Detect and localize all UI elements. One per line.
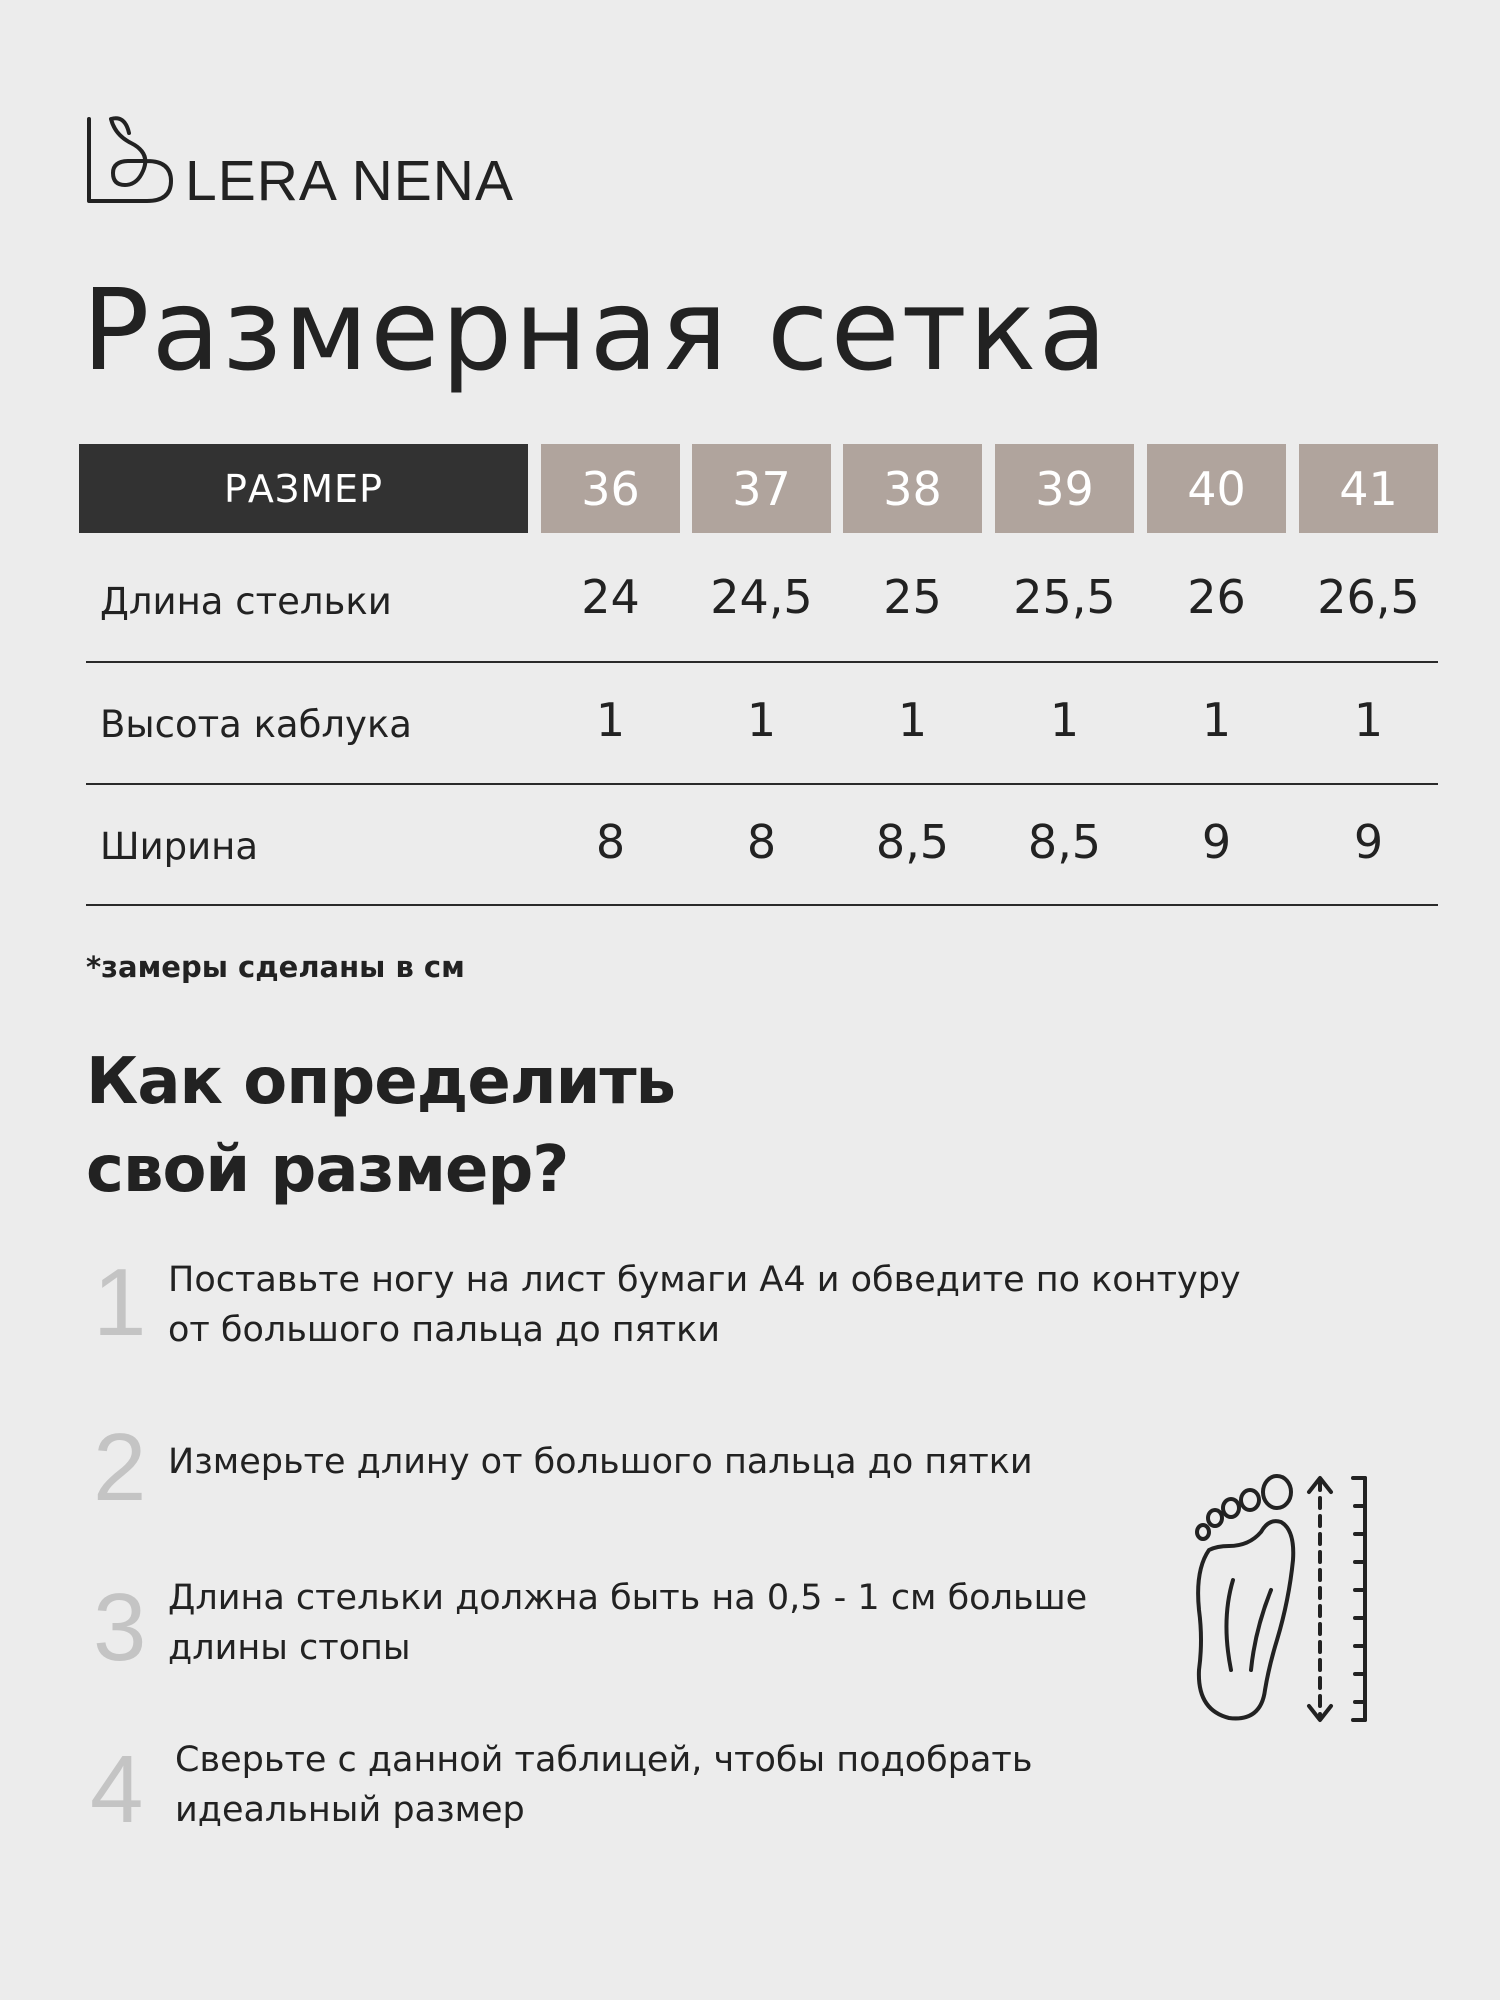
size-header-cell: 38 (843, 444, 982, 533)
table-cell: 25,5 (1013, 570, 1116, 624)
table-cell: 8,5 (1027, 815, 1102, 869)
table-cell: 9 (1353, 815, 1384, 869)
step-text (168, 1437, 1268, 1487)
how-to-title-line: свой размер? (86, 1133, 569, 1207)
size-header-cell: 39 (995, 444, 1134, 533)
page-title: Размерная сетка (82, 266, 1110, 396)
table-cell: 24,5 (710, 570, 813, 624)
step-text (175, 1735, 1275, 1835)
table-cell: 25 (883, 570, 942, 624)
size-header-label: РАЗМЕР (79, 444, 528, 533)
table-cell: 1 (1201, 693, 1232, 747)
step-number: 3 (93, 1574, 147, 1681)
size-header-cell: 37 (692, 444, 831, 533)
step-text-line: идеальный размер (175, 1790, 525, 1830)
table-cell: 9 (1201, 815, 1232, 869)
row-label-insole-length: Длина стельки (100, 580, 392, 623)
how-to-title (86, 1038, 675, 1214)
step-text (168, 1573, 1268, 1673)
table-cell: 26 (1187, 570, 1246, 624)
brand-name: LERA NENA (185, 149, 514, 213)
step-text-line: Поставьте ногу на лист бумаги А4 и обведите по контуру (168, 1260, 1241, 1300)
step-text-line: Длина стельки должна быть на 0,5 - 1 см больше (168, 1578, 1088, 1618)
row-divider (86, 661, 1438, 663)
table-cell: 24 (581, 570, 640, 624)
table-cell: 1 (595, 693, 626, 747)
measurement-note: *замеры сделаны в см (86, 950, 465, 984)
table-cell: 26,5 (1317, 570, 1420, 624)
table-cell: 8,5 (875, 815, 950, 869)
step-text-line: длины стопы (168, 1628, 411, 1668)
row-divider (86, 783, 1438, 785)
size-header-cell: 41 (1299, 444, 1438, 533)
step-text (168, 1255, 1268, 1355)
row-label-heel-height: Высота каблука (100, 703, 412, 746)
brand-logo (85, 115, 514, 213)
table-cell: 8 (746, 815, 777, 869)
table-cell: 1 (746, 693, 777, 747)
step-text-line: Измерьте длину от большого пальца до пятки (168, 1442, 1033, 1482)
step-number: 4 (90, 1736, 144, 1843)
foot-ruler-icon (1185, 1470, 1385, 1730)
table-cell: 1 (897, 693, 928, 747)
size-header-cell: 40 (1147, 444, 1286, 533)
row-divider (86, 904, 1438, 906)
step-number: 1 (93, 1249, 147, 1356)
table-cell: 1 (1353, 693, 1384, 747)
table-cell: 1 (1049, 693, 1080, 747)
step-number: 2 (93, 1414, 147, 1521)
step-text-line: Сверьте с данной таблицей, чтобы подобрать (175, 1740, 1033, 1780)
row-label-width: Ширина (100, 825, 259, 868)
table-cell: 8 (595, 815, 626, 869)
how-to-title-line: Как определить (86, 1045, 675, 1119)
size-header-cell: 36 (541, 444, 680, 533)
heart-b-logo-icon (85, 115, 177, 205)
step-text-line: от большого пальца до пятки (168, 1310, 720, 1350)
